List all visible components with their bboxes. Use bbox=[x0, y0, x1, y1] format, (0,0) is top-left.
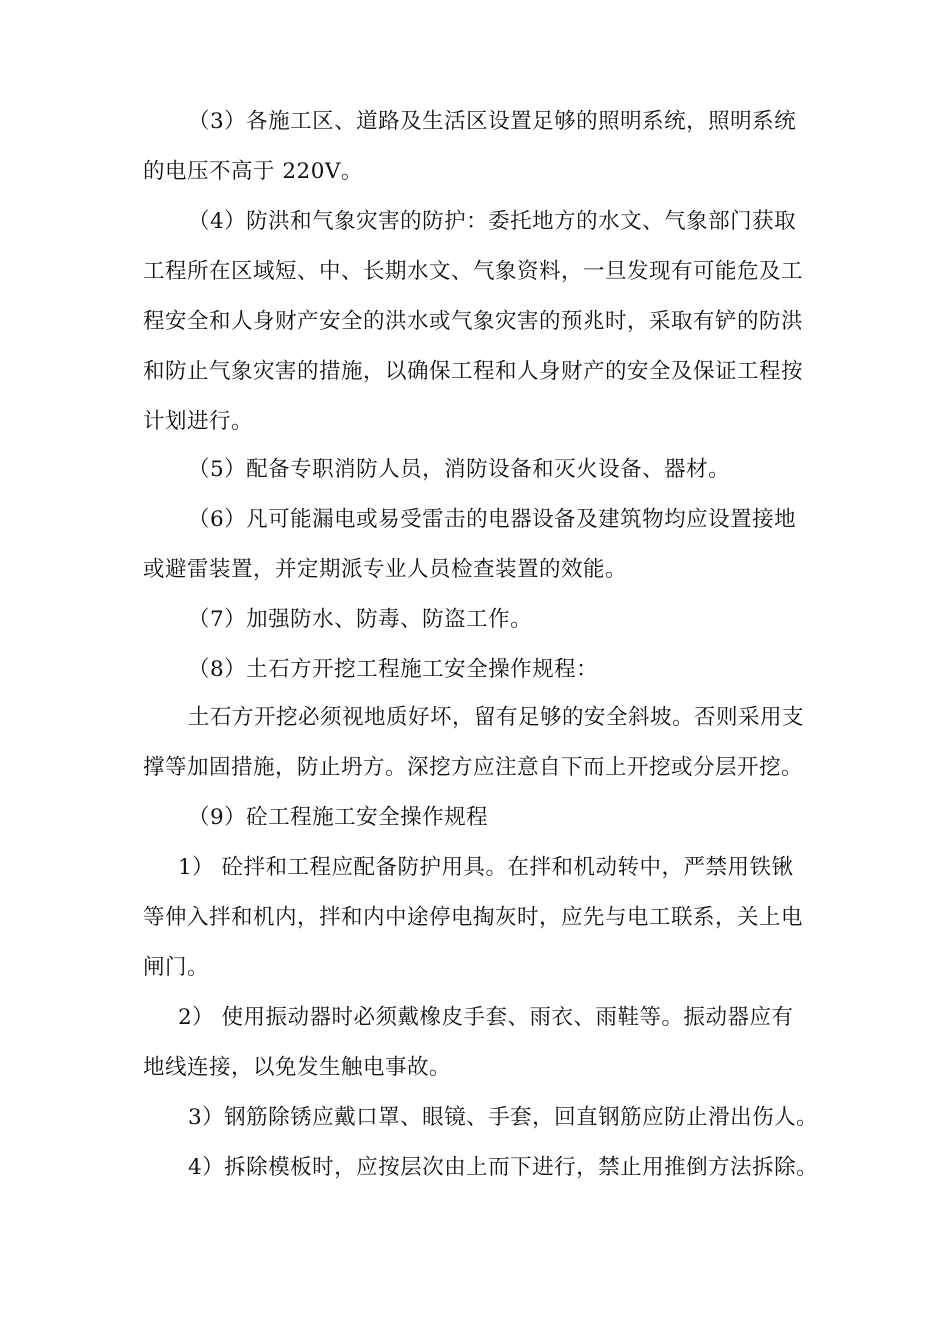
paragraph-grounding-lightning bbox=[143, 495, 833, 595]
text-line: 的电压不高于 220V。 bbox=[143, 159, 363, 184]
text-line: 和防止气象灾害的措施，以确保工程和人身财产的安全及保证工程按 bbox=[143, 359, 804, 384]
paragraph-vibrator-safety bbox=[143, 993, 833, 1093]
text-line: （3）各施工区、道路及生活区设置足够的照明系统，照明系统 bbox=[188, 109, 797, 134]
paragraph-earthwork-heading bbox=[143, 645, 833, 695]
text-line: 3）钢筋除锈应戴口罩、眼镜、手套，回直钢筋应防止滑出伤人。 bbox=[188, 1105, 819, 1130]
text-line: 土石方开挖必须视地质好坏，留有足够的安全斜坡。否则采用支 bbox=[188, 705, 805, 730]
text-line: （5）配备专职消防人员，消防设备和灭火设备、器材。 bbox=[188, 457, 731, 482]
paragraph-flood-weather-protection bbox=[143, 197, 833, 447]
paragraph-formwork-removal bbox=[143, 1143, 833, 1193]
paragraph-water-poison-theft bbox=[143, 595, 833, 645]
text-line: 等伸入拌和机内，拌和内中途停电掏灰时，应先与电工联系，关上电 bbox=[143, 905, 804, 930]
paragraph-concrete-mixing bbox=[143, 843, 833, 993]
text-line: 或避雷装置，并定期派专业人员检查装置的效能。 bbox=[143, 557, 628, 582]
text-line: 工程所在区域短、中、长期水文、气象资料，一旦发现有可能危及工 bbox=[143, 259, 804, 284]
text-line: 4）拆除模板时，应按层次由上而下进行，禁止用推倒方法拆除。 bbox=[188, 1155, 819, 1180]
text-line: 2） 使用振动器时必须戴橡皮手套、雨衣、雨鞋等。振动器应有 bbox=[178, 1005, 794, 1030]
paragraph-rebar-rust-removal bbox=[143, 1093, 833, 1143]
text-line: （4）防洪和气象灾害的防护：委托地方的水文、气象部门获取 bbox=[188, 209, 797, 234]
text-line: 撑等加固措施，防止坍方。深挖方应注意自下而上开挖或分层开挖。 bbox=[143, 755, 804, 780]
text-line: 1） 砼拌和工程应配备防护用具。在拌和机动转中，严禁用铁锹 bbox=[178, 855, 794, 880]
text-line: （7）加强防水、防毒、防盗工作。 bbox=[188, 607, 533, 632]
paragraph-earthwork-rules bbox=[143, 693, 833, 793]
paragraph-lighting-system bbox=[143, 97, 833, 197]
text-line: （6）凡可能漏电或易受雷击的电器设备及建筑物均应设置接地 bbox=[188, 507, 797, 532]
paragraph-fire-staff bbox=[143, 445, 833, 495]
text-line: 程安全和人身财产安全的洪水或气象灾害的预兆时，采取有铲的防洪 bbox=[143, 309, 804, 334]
text-line: （9）砼工程施工安全操作规程 bbox=[188, 805, 489, 830]
text-line: 闸门。 bbox=[143, 955, 210, 980]
text-line: （8）土石方开挖工程施工安全操作规程： bbox=[188, 657, 599, 682]
text-line: 地线连接，以免发生触电事故。 bbox=[143, 1055, 452, 1080]
text-line: 计划进行。 bbox=[143, 409, 254, 434]
paragraph-concrete-heading bbox=[143, 793, 833, 843]
